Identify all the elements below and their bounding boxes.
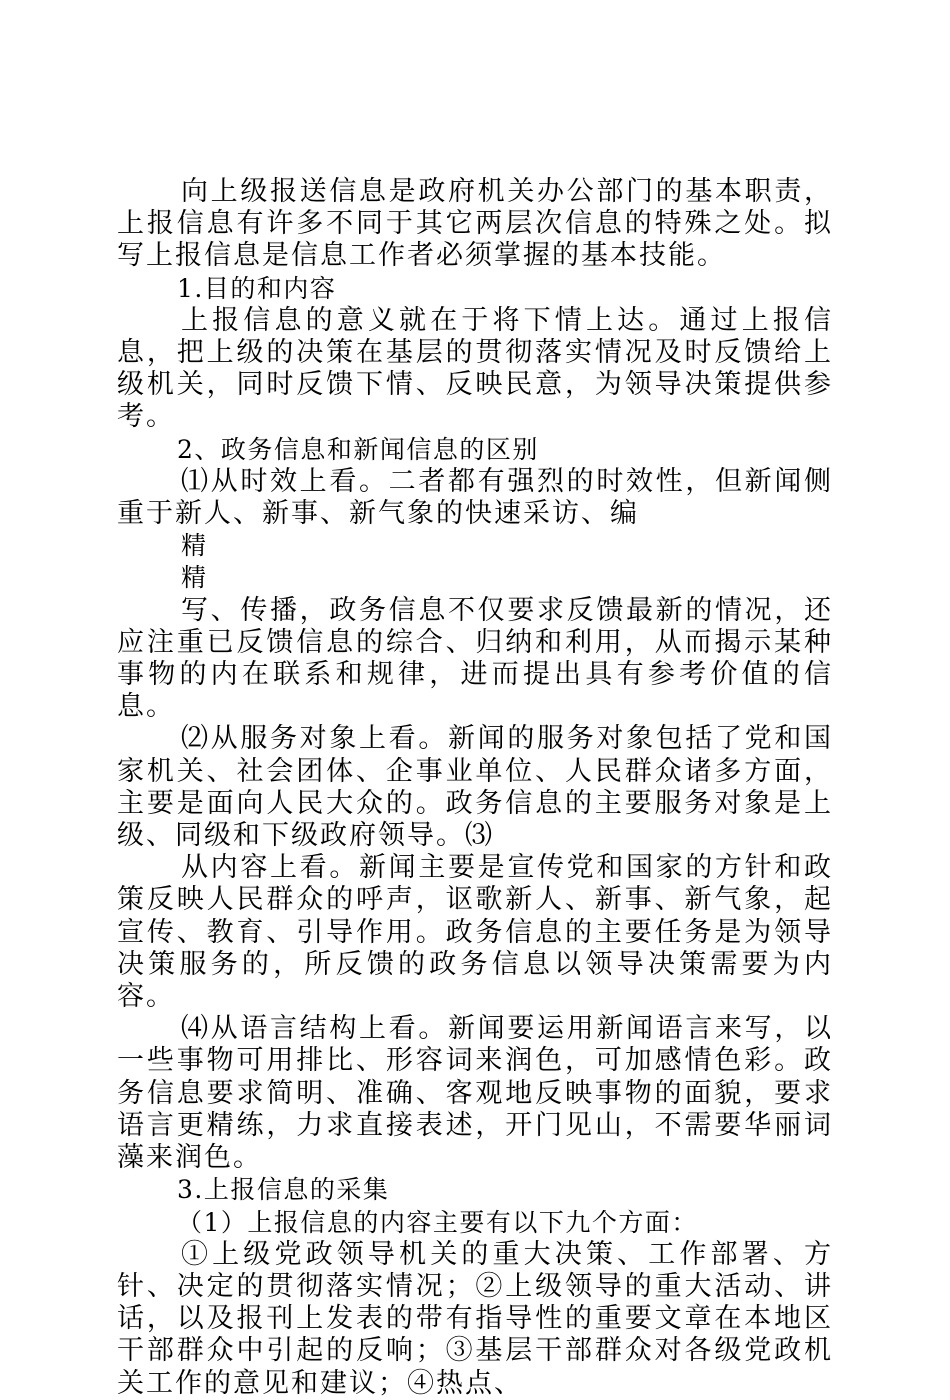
- point-1-paragraph: ⑴从时效上看。二者都有强烈的时效性，但新闻侧重于新人、新事、新气象的快速采访、编: [117, 465, 833, 530]
- section-2-heading: 2、政务信息和新闻信息的区别: [177, 434, 539, 464]
- point-3-paragraph: 从内容上看。新闻主要是宣传党和国家的方针和政策反映人民群众的呼声，讴歌新人、新事、新气象，起宣传、教育、引导作用。政务信息的主要任务是为领导决策服务的，所反馈的政务信息以领导决策需要为内容。: [117, 852, 833, 1013]
- point-1-continuation: 写、传播，政务信息不仅要求反馈最新的情况，还应注重已反馈信息的综合、归纳和利用，从而揭示某种事物的内在联系和规律，进而提出具有参考价值的信息。: [117, 594, 833, 723]
- stray-character-1: 精: [181, 531, 207, 561]
- intro-paragraph: 向上级报送信息是政府机关办公部门的基本职责，上报信息有许多不同于其它两层次信息的特殊之处。拟写上报信息是信息工作者必须掌握的基本技能。: [117, 176, 833, 272]
- document-body: [117, 176, 833, 1400]
- subsection-1-heading: （1）上报信息的内容主要有以下九个方面：: [177, 1207, 698, 1237]
- section-3-heading: 3.上报信息的采集: [177, 1175, 390, 1205]
- section-1-heading: 1.目的和内容: [177, 273, 337, 303]
- subsection-1-paragraph: ①上级党政领导机关的重大决策、工作部署、方针、决定的贯彻落实情况；②上级领导的重大活动、讲话，以及报刊上发表的带有指导性的重要文章在本地区干部群众中引起的反响；③基层干部群众对各级党政机关工作的意见和建议；④热点、: [117, 1238, 833, 1399]
- stray-character-2: 精: [181, 563, 207, 593]
- point-2-paragraph: ⑵从服务对象上看。新闻的服务对象包括了党和国家机关、社会团体、企事业单位、人民群众诸多方面，主要是面向人民大众的。政务信息的主要服务对象是上级、同级和下级政府领导。⑶: [117, 723, 833, 852]
- section-1-paragraph: 上报信息的意义就在于将下情上达。通过上报信息，把上级的决策在基层的贯彻落实情况及时反馈给上级机关，同时反馈下情、反映民意，为领导决策提供参考。: [117, 304, 833, 433]
- point-4-paragraph: ⑷从语言结构上看。新闻要运用新闻语言来写，以一些事物可用排比、形容词来润色，可加感情色彩。政务信息要求简明、准确、客观地反映事物的面貌，要求语言更精练，力求直接表述，开门见山，不需要华丽词藻来润色。: [117, 1013, 833, 1174]
